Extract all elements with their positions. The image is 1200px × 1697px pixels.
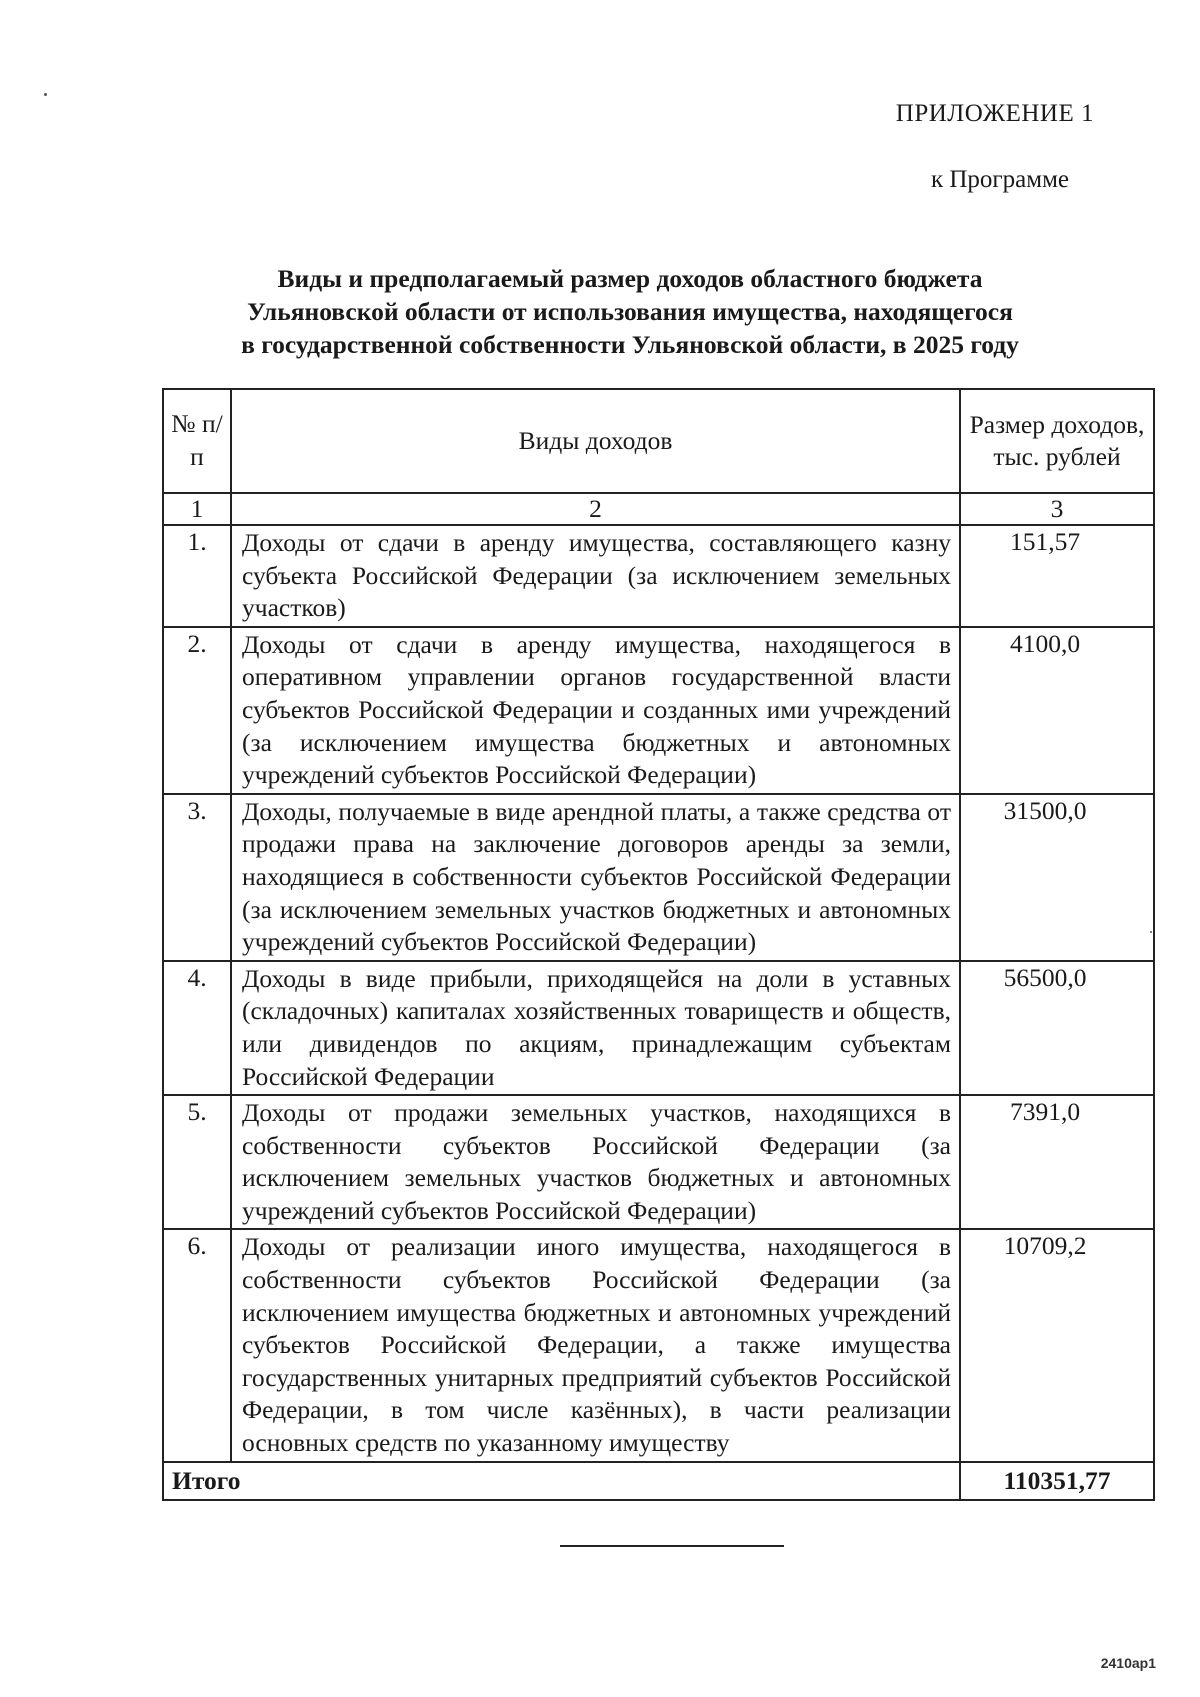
document-title-line: в государственной собственности Ульяновской области, в 2025 году	[241, 330, 1019, 359]
row-description: Доходы от реализации иного имущества, находящегося в собственности субъектов Российской Федерации (за исключением имущества бюджетных и автономных учреждений субъектов Российской Федерации, а также имущества государственных унитарных предприятий субъектов Российской Федерации, в том числе казённых), в части реализации основных средств по указанному имуществу	[231, 1229, 960, 1461]
row-description: Доходы от сдачи в аренду имущества, находящегося в оперативном управлении органов государственной власти субъектов Российской Федерации и созданных ими учреждений (за исключением имущества бюджетных и автономных учреждений субъектов Российской Федерации)	[231, 627, 960, 794]
total-row	[163, 1462, 1154, 1500]
table-row	[163, 794, 1154, 961]
table-row	[163, 1095, 1154, 1229]
column-number-row	[163, 493, 1154, 525]
row-amount: 4100,0	[960, 627, 1154, 794]
row-amount: 10709,2	[960, 1229, 1154, 1461]
table-row	[163, 525, 1154, 627]
table-row	[163, 1229, 1154, 1461]
row-number: 2.	[163, 627, 231, 794]
row-description: Доходы от сдачи в аренду имущества, составляющего казну субъекта Российской Федерации (за исключением земельных участков)	[231, 525, 960, 627]
scan-speck	[44, 93, 47, 96]
row-number: 4.	[163, 961, 231, 1095]
row-amount: 56500,0	[960, 961, 1154, 1095]
row-number: 3.	[163, 794, 231, 961]
row-number: 1.	[163, 525, 231, 627]
revenue-table	[162, 388, 1155, 1501]
row-number: 5.	[163, 1095, 231, 1229]
document-title-line: Виды и предполагаемый размер доходов областного бюджета	[277, 264, 983, 293]
row-number: 6.	[163, 1229, 231, 1461]
annex-subtitle: к Программе	[930, 166, 1069, 193]
total-label: Итого	[163, 1462, 960, 1500]
table-row	[163, 961, 1154, 1095]
annex-title: ПРИЛОЖЕНИЕ 1	[895, 100, 1094, 127]
row-amount: 151,57	[960, 525, 1154, 627]
total-amount: 110351,77	[960, 1462, 1154, 1500]
column-number: 1	[163, 493, 231, 525]
column-number: 3	[960, 493, 1154, 525]
row-amount: 7391,0	[960, 1095, 1154, 1229]
document-title	[160, 262, 1100, 361]
row-description: Доходы от продажи земельных участков, находящихся в собственности субъектов Российской Федерации (за исключением земельных участков бюджетных и автономных учреждений субъектов Российской Федерации)	[231, 1095, 960, 1229]
row-amount: 31500,0	[960, 794, 1154, 961]
row-description: Доходы в виде прибыли, приходящейся на доли в уставных (складочных) капиталах хозяйственных товариществ и обществ, или дивидендов по акциям, принадлежащим субъектам Российской Федерации	[231, 961, 960, 1095]
row-description: Доходы, получаемые в виде арендной платы, а также средства от продажи права на заключение договоров аренды за земли, находящиеся в собственности субъектов Российской Федерации (за исключением земельных участков бюджетных и автономных учреждений субъектов Российской Федерации)	[231, 794, 960, 961]
table-header-row	[163, 389, 1154, 493]
closing-rule	[560, 1545, 784, 1547]
header-number: № п/п	[163, 389, 231, 493]
header-amount: Размер доходов, тыс. рублей	[960, 389, 1154, 493]
document-title-line: Ульяновской области от использования имущества, находящегося	[247, 297, 1013, 326]
document-code: 2410ap1	[1100, 1655, 1156, 1671]
table-row	[163, 627, 1154, 794]
header-type: Виды доходов	[231, 389, 960, 493]
column-number: 2	[231, 493, 960, 525]
